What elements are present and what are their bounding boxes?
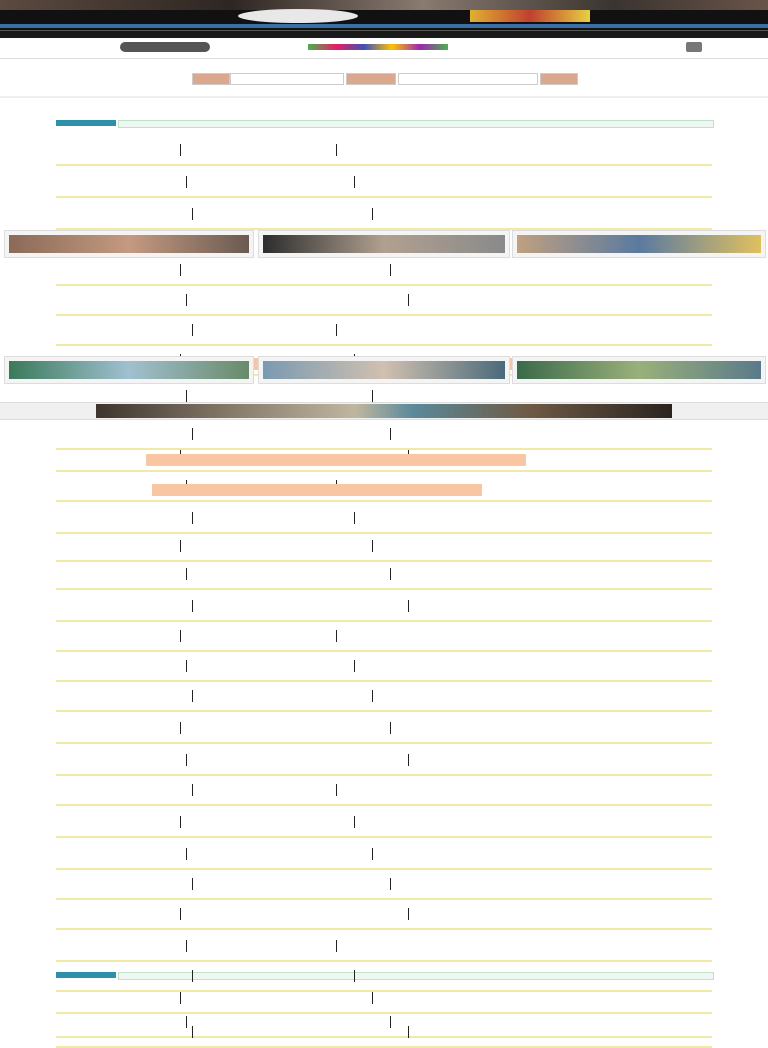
thumbnail-image[interactable]	[517, 361, 761, 379]
separator	[192, 324, 193, 336]
separator	[354, 816, 355, 828]
corner-link[interactable]	[712, 68, 756, 74]
separator	[336, 940, 337, 952]
separator	[336, 324, 337, 336]
separator	[186, 660, 187, 672]
top-banner	[0, 0, 768, 38]
separator	[354, 970, 355, 982]
separator	[372, 540, 373, 552]
list-item[interactable]	[56, 200, 712, 230]
thumbnail-image[interactable]	[263, 235, 505, 253]
site-logo[interactable]	[238, 9, 358, 23]
thumbnail-image[interactable]	[9, 361, 249, 379]
site-header	[0, 38, 768, 59]
list-item[interactable]	[56, 442, 712, 472]
list-item[interactable]	[56, 168, 712, 198]
list-item[interactable]	[56, 840, 712, 870]
separator	[180, 144, 181, 156]
list-item[interactable]	[56, 504, 712, 534]
list-item[interactable]	[56, 682, 712, 712]
separator	[192, 428, 193, 440]
promo-image[interactable]	[470, 10, 590, 22]
separator	[186, 940, 187, 952]
tab-row	[0, 60, 768, 90]
separator	[186, 294, 187, 306]
color-stripe	[308, 44, 448, 50]
separator	[192, 690, 193, 702]
list-item[interactable]	[56, 900, 712, 930]
separator	[408, 600, 409, 612]
separator	[390, 878, 391, 890]
separator	[186, 754, 187, 766]
tab-4[interactable]	[398, 73, 538, 85]
separator	[336, 630, 337, 642]
list-item[interactable]	[56, 746, 712, 776]
section-tag	[56, 120, 116, 126]
thumbnail-image[interactable]	[263, 361, 505, 379]
separator	[372, 390, 373, 402]
separator	[192, 1026, 193, 1038]
separator	[192, 600, 193, 612]
ad-image[interactable]	[96, 404, 672, 418]
list-item[interactable]	[56, 560, 712, 590]
list-item[interactable]	[56, 1018, 712, 1048]
banner-photo	[0, 0, 768, 10]
list-item[interactable]	[56, 870, 712, 900]
separator	[372, 208, 373, 220]
separator	[186, 568, 187, 580]
highlight-bar	[152, 484, 482, 496]
banner-nav-strip	[0, 30, 768, 38]
image-card[interactable]	[512, 356, 766, 384]
list-item[interactable]	[56, 316, 712, 346]
list-item[interactable]	[56, 472, 712, 502]
separator	[390, 264, 391, 276]
separator	[354, 176, 355, 188]
list-item[interactable]	[56, 714, 712, 744]
image-card[interactable]	[4, 356, 254, 384]
list-item[interactable]	[56, 776, 712, 806]
separator	[192, 208, 193, 220]
separator	[336, 784, 337, 796]
banner-stripe	[0, 24, 768, 28]
separator	[192, 512, 193, 524]
separator	[180, 630, 181, 642]
list-item[interactable]	[56, 286, 712, 316]
tab-1[interactable]	[192, 73, 230, 85]
separator	[408, 294, 409, 306]
list-item[interactable]	[56, 932, 712, 962]
highlight-bar	[146, 454, 526, 466]
menu-icon[interactable]	[686, 42, 702, 52]
separator	[180, 908, 181, 920]
list-item[interactable]	[56, 622, 712, 652]
list-item[interactable]	[56, 592, 712, 622]
separator	[408, 908, 409, 920]
thumbnail-image[interactable]	[517, 235, 761, 253]
separator	[390, 722, 391, 734]
separator	[390, 428, 391, 440]
separator	[192, 970, 193, 982]
divider	[0, 96, 768, 98]
tab-5[interactable]	[540, 73, 578, 85]
separator	[372, 848, 373, 860]
section-header	[56, 120, 712, 130]
separator	[186, 848, 187, 860]
separator	[372, 690, 373, 702]
tab-2[interactable]	[230, 73, 344, 85]
separator	[390, 568, 391, 580]
separator	[336, 144, 337, 156]
separator	[192, 784, 193, 796]
tab-3[interactable]	[346, 73, 396, 85]
image-card[interactable]	[258, 230, 510, 258]
image-card[interactable]	[258, 356, 510, 384]
separator	[180, 722, 181, 734]
separator	[372, 992, 373, 1004]
separator	[180, 540, 181, 552]
image-card[interactable]	[4, 230, 254, 258]
separator	[180, 816, 181, 828]
separator	[192, 878, 193, 890]
separator	[186, 390, 187, 402]
separator	[354, 512, 355, 524]
header-logo[interactable]	[120, 42, 210, 52]
section-bar	[118, 120, 714, 128]
list-item[interactable]	[56, 532, 712, 562]
list-item[interactable]	[56, 136, 712, 166]
list-item[interactable]	[56, 652, 712, 682]
separator	[180, 264, 181, 276]
separator	[186, 176, 187, 188]
image-card[interactable]	[512, 230, 766, 258]
separator	[408, 1026, 409, 1038]
list-item[interactable]	[56, 256, 712, 286]
separator	[408, 754, 409, 766]
list-item[interactable]	[56, 808, 712, 838]
thumbnail-image[interactable]	[9, 235, 249, 253]
separator	[180, 992, 181, 1004]
ad-banner[interactable]	[0, 402, 768, 420]
separator	[354, 660, 355, 672]
